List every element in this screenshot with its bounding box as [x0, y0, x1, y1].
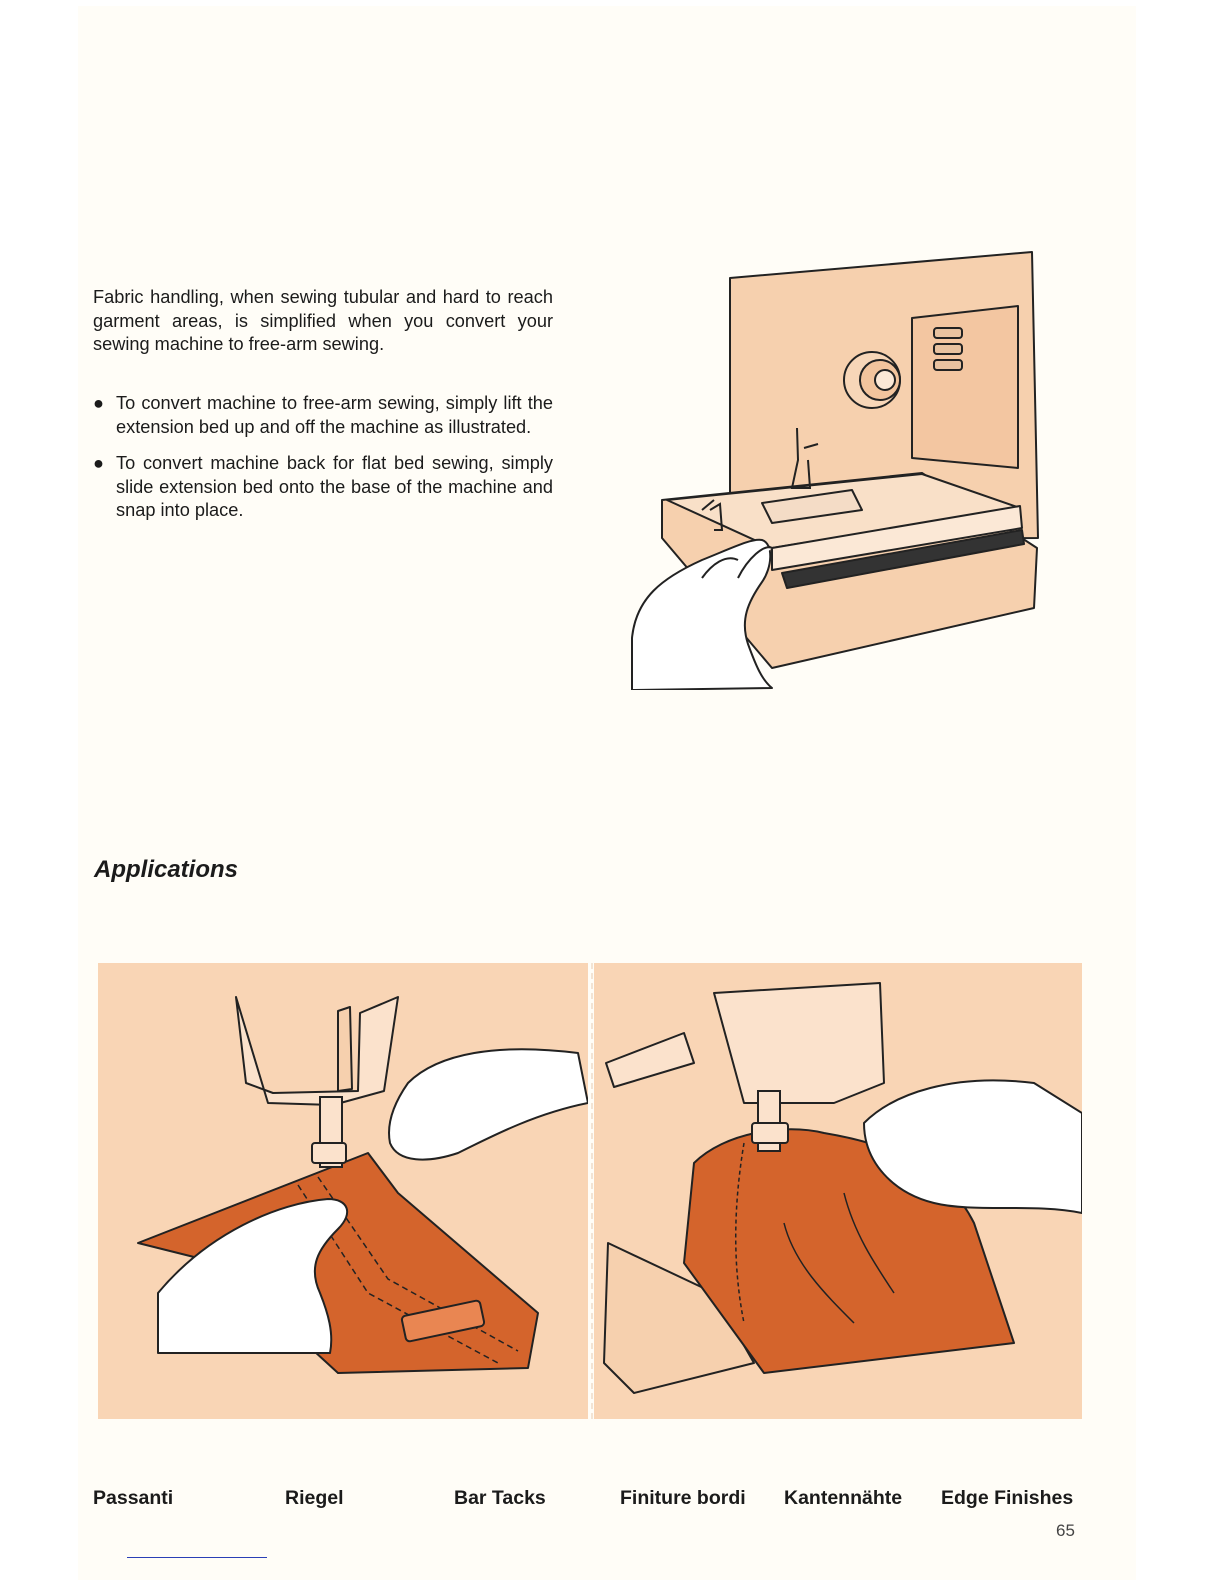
caption-bar-tacks: Bar Tacks — [454, 1487, 546, 1509]
caption-finiture-bordi: Finiture bordi — [620, 1487, 746, 1509]
footer-rule — [127, 1557, 267, 1558]
section-heading: Applications — [94, 856, 239, 883]
bullet-icon: ● — [93, 393, 104, 413]
bullet-text: To convert machine back for flat bed sewing, simply slide extension bed onto the base of the machine and snap into place. — [116, 453, 553, 521]
bullet-text: To convert machine to free-arm sewing, simply lift the extension bed up and off the machine as illustrated. — [116, 393, 553, 437]
bullet-icon: ● — [93, 453, 104, 474]
caption-riegel: Riegel — [285, 1487, 344, 1509]
caption-passanti: Passanti — [93, 1487, 174, 1509]
caption-edge-finishes: Edge Finishes — [941, 1487, 1074, 1509]
bar-tacks-illustration — [98, 963, 588, 1419]
intro-paragraph — [93, 286, 553, 357]
caption-kantennahte: Kantennähte — [784, 1487, 903, 1509]
panel-divider — [591, 963, 593, 1419]
list-item — [93, 392, 553, 439]
list-item — [93, 452, 553, 523]
intro-text: Fabric handling, when sewing tubular and hard to reach garment areas, is simplified when you convert your sewing machine to free-arm sewing. — [93, 287, 553, 355]
free-arm-conversion-illustration — [622, 248, 1062, 690]
instruction-list — [93, 392, 553, 536]
page-number: 65 — [1056, 1521, 1075, 1540]
edge-finishes-illustration — [594, 963, 1082, 1419]
